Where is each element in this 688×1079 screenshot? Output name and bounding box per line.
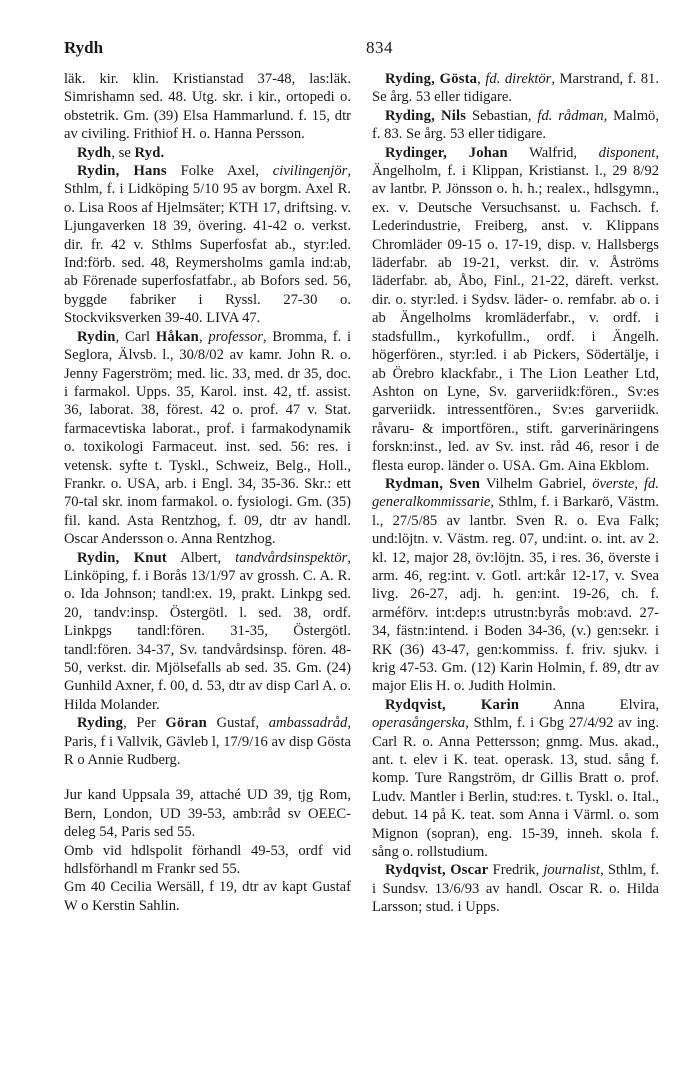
entry-paragraph	[64, 878, 351, 915]
entry-text: , Per	[123, 715, 166, 732]
entry-text: , Carl	[115, 328, 156, 345]
entry-name: Ryding	[77, 715, 124, 732]
entry-name: Göran	[165, 715, 207, 732]
entry-title: journalist	[543, 862, 601, 879]
entry-text: Anna Elvira,	[519, 696, 659, 713]
entry-paragraph	[64, 70, 351, 144]
entry-text: , se	[111, 144, 135, 161]
biography-entry	[372, 70, 659, 107]
entry-name: Ryding, Gösta	[385, 71, 478, 87]
entry-title: ambassadråd	[268, 715, 348, 732]
entry-name: Rydin, Knut	[77, 549, 167, 566]
entry-title: tandvårdsinspektör	[235, 549, 348, 566]
entry-text: , Bromma, f. i Seglora, Älvsb. l., 30/8/02 av kamr. John R. o. Jenny Fagerström; med. lic. 33, med. dr 35, doc. i farmakol. Upps. 35, Karol. inst. 42, tf. assist. 36, laborat. 38, förest. 42 o. prof. 47 v. Stat. farmacevtiska laborat., prof. i farmakodynamik o. toxikologi Farmaceut. inst. sed. 56: res. i vetensk. syfte t. Tyskl., Schweiz, Belg., Holl., Frankr. o. USA, arb. i Engl. 34, 35-36. Skr.: ett 70-tal skr. inom farmakol. o. fysiologi. Gm. (35) fil. kand. Asta Rentzhog, f. 09, dtr av handl. Oscar Andersson o. Anna Rentzhog.	[64, 328, 352, 548]
entry-text: , Sthlm, f. i Gbg 27/4/92 av ing. Carl R. o. Anna Pettersson; gnmg. Mus. akad., ant. t. elev i K. teat. operask. 13, stud. sång f. komp. Ture Rangström, dr Gillis Bratt o. prof. Ludv. Mantler i Berlin, stud:res. t. Tyskl. o. Ital., debut. 14 på K. teat. som Anna i Värml. o. som Mignon (sopran), eng. 15-39, inneh. skola f. sång o. rollstudium.	[372, 715, 659, 861]
entry-text: , Sthlm, f. i Sundsv. 13/6/93 av handl. Oscar R. o. Hilda Larsson; stud. i Upps.	[372, 862, 659, 916]
entry-text: Omb vid hdlspolit förhandl 49-53, ordf vid hdlsförhandl m Frankr sed 55.	[64, 842, 351, 878]
entry-text: Gustaf,	[206, 715, 269, 732]
entry-title: fd. direktör	[485, 71, 552, 87]
running-head: Rydh	[64, 38, 104, 57]
biography-entry	[64, 549, 351, 715]
entry-text: , Malmö, f. 83. Se årg. 53 eller tidigare.	[372, 107, 659, 143]
entry-text: , Marstrand, f. 81. Se årg. 53 eller tidigare.	[372, 71, 659, 106]
biography-entry	[64, 714, 351, 769]
entry-title: fd. rådman	[537, 107, 604, 124]
entry-title: civilingenjör	[272, 163, 348, 180]
entry-title: professor	[208, 328, 263, 345]
entry-title: disponent	[598, 144, 656, 161]
entry-text: Gm 40 Cecilia Wersäll, f 19, dtr av kapt Gustaf W o Kerstin Sahlin.	[64, 879, 351, 914]
entry-paragraph	[64, 842, 351, 879]
entry-text: , Sthlm, f. i Lidköping 5/10 95 av borgm. Axel R. o. Lisa Roos af Hjelmsäter; KTH 17, driftsing. v. Ljungaverken 18 39, övering. 41-42 o. verkst. dir. fr. 42 v. Sthlms Superfosfat ab., styr:led. Ind:förb. sed. 48, Reymersholms gamla ind:ab, ab Förenade superfosfatfabr., ab Bofors sed. 56, byggde fabriker i Ryssl. 27-30 o. Stockviksverken 39-40. LIVA 47.	[64, 163, 351, 327]
biography-entry	[372, 107, 659, 144]
entry-name: Håkan	[155, 328, 199, 345]
biography-entry	[372, 861, 659, 916]
entry-name: Rydqvist, Oscar	[385, 862, 489, 879]
entry-text: , Paris, f i Vallvik, Gävleb l, 17/9/16 av disp Gösta R o Annie Rudberg.	[64, 715, 352, 769]
entry-name: Ryd.	[134, 144, 165, 161]
entry-text: ,	[199, 328, 209, 345]
entry-text: , Ängelholm, f. i Klippan, Kristianst. l., 29 8/92 av lantbr. P. Jönsson o. h. h.; realex., hdlsgymn., ex. v. Deutsche Versuchsanst. u. Fachsch. f. Lederindustrie, Freiberg, anst. v. Klippans Chromläder 09-15 o. 17-19, disp. v. Hallsbergs läderfabr. ab 19-21, verkst. dir. v. Åströms läderfabr. ab, Åbo, Finl., 21-22, däreft. verkst. dir. o. styr:led. i Sydsv. läder- o. remfabr. ab o. i ab Ängelholms kromläderfabr., v. ordf. i stadsfullm., kyrkofullm., ordf. i Ängelh. högerfören., styr:led. i ab Pickers, Södertälje, i ab Örebro klackfabr., i The Lion Leather Ltd, Ashton on Lyne, Sv. garveriidk:fören., Sv:es garveriidk. intressentfören., Sv:es garveriidk. råvaru- & importfören., stift. garverinäringens forskn:inst., led. av Sv. inst. råd 46, resor i de flesta europ. länder o. USA. Gm. Aina Ekblom.	[372, 144, 659, 474]
biography-entry	[372, 144, 659, 475]
entry-name: Rydinger, Johan	[385, 144, 508, 161]
biography-entry	[64, 162, 351, 328]
page-number: 834	[366, 38, 393, 57]
entry-text: Albert,	[166, 549, 236, 566]
entry-text: Jur kand Uppsala 39, attaché UD 39, tjg Rom, Bern, London, UD 39-53, amb:råd sv OEEC-deleg 54, Paris sed 55.	[64, 787, 351, 841]
entry-text: läk. kir. klin. Kristianstad 37-48, las:läk. Simrishamn sed. 48. Utg. skr. i kir., ortopedi o. obstetrik. Gm. (39) Elsa Hammarlund. f. 15, dtr av civiling. Frithiof H. o. Hanna Persson.	[64, 71, 351, 143]
biography-entry	[64, 144, 351, 162]
left-column	[64, 70, 351, 915]
entry-text: , Linköping, f. i Borås 13/1/97 av grossh. C. A. R. o. Ida Johnson; tandl:ex. 19, prakt. Linkpg sed. 20, tandv:insp. Östergötl. l. sed. 38, ordf. Linkpgs tandl:fören. 31-35, Östergötl. tandl:fören. 34-37, Sv. tandvårdsinsp. fören. 48-50, verkst. dir. Mjölsefalls ab sed. 35. Gm. (24) Gunhild Axner, f. 00, d. 53, dtr av disp Carl A. o. Hilda Molander.	[64, 549, 351, 713]
entry-name: Rydman, Sven	[385, 475, 481, 492]
biography-entry	[372, 696, 659, 862]
entry-name: Ryding, Nils	[385, 107, 467, 124]
entry-text: Fredrik,	[488, 862, 544, 879]
entry-text: , Sthlm, f. i Barkarö, Västm. l., 27/5/85 av lantbr. Sven R. o. Eva Falk; und:löjtn. v. Västm. reg. 07, und:int. o. int. av 2. kl. 12, major 28, öv:löjtn. 35, i res. 36, överste i arm. 46, reg:int. v. Gotl. art:kår 12-17, v. Svea livg. 26-27, adj. h. gen:int. 19-26, ch. f. arméförv. int:dep:s utrustn:byrås mob:avd. 27-34, fästn:intend. i Boden 34-36, (v.) gen:sekr. i RK (36) 43-47, gen:kommiss. f. friv. sjukv. i krig 47-53. Gm. (12) Karin Holmin, f. 89, dtr av major Elis H. o. Judith Holmin.	[372, 494, 659, 695]
entry-title: operasångerska	[372, 715, 466, 732]
right-column	[372, 70, 659, 917]
entry-text: Sebastian,	[466, 107, 538, 124]
entry-name: Rydh	[77, 144, 112, 161]
biography-entry	[372, 475, 659, 696]
entry-text: Vilhelm Gabriel,	[480, 475, 593, 492]
entry-title: överste, fd. generalkommissarie	[372, 475, 659, 511]
entry-text: Folke Axel,	[166, 163, 273, 180]
entry-text: ,	[477, 71, 486, 87]
page-header	[64, 38, 659, 64]
entry-text: Walfrid,	[507, 144, 599, 161]
biography-entry	[64, 328, 351, 549]
entry-name: Rydin, Hans	[77, 163, 167, 180]
entry-name: Rydin	[77, 328, 116, 345]
entry-paragraph	[64, 786, 351, 841]
entry-name: Rydqvist, Karin	[385, 696, 520, 713]
